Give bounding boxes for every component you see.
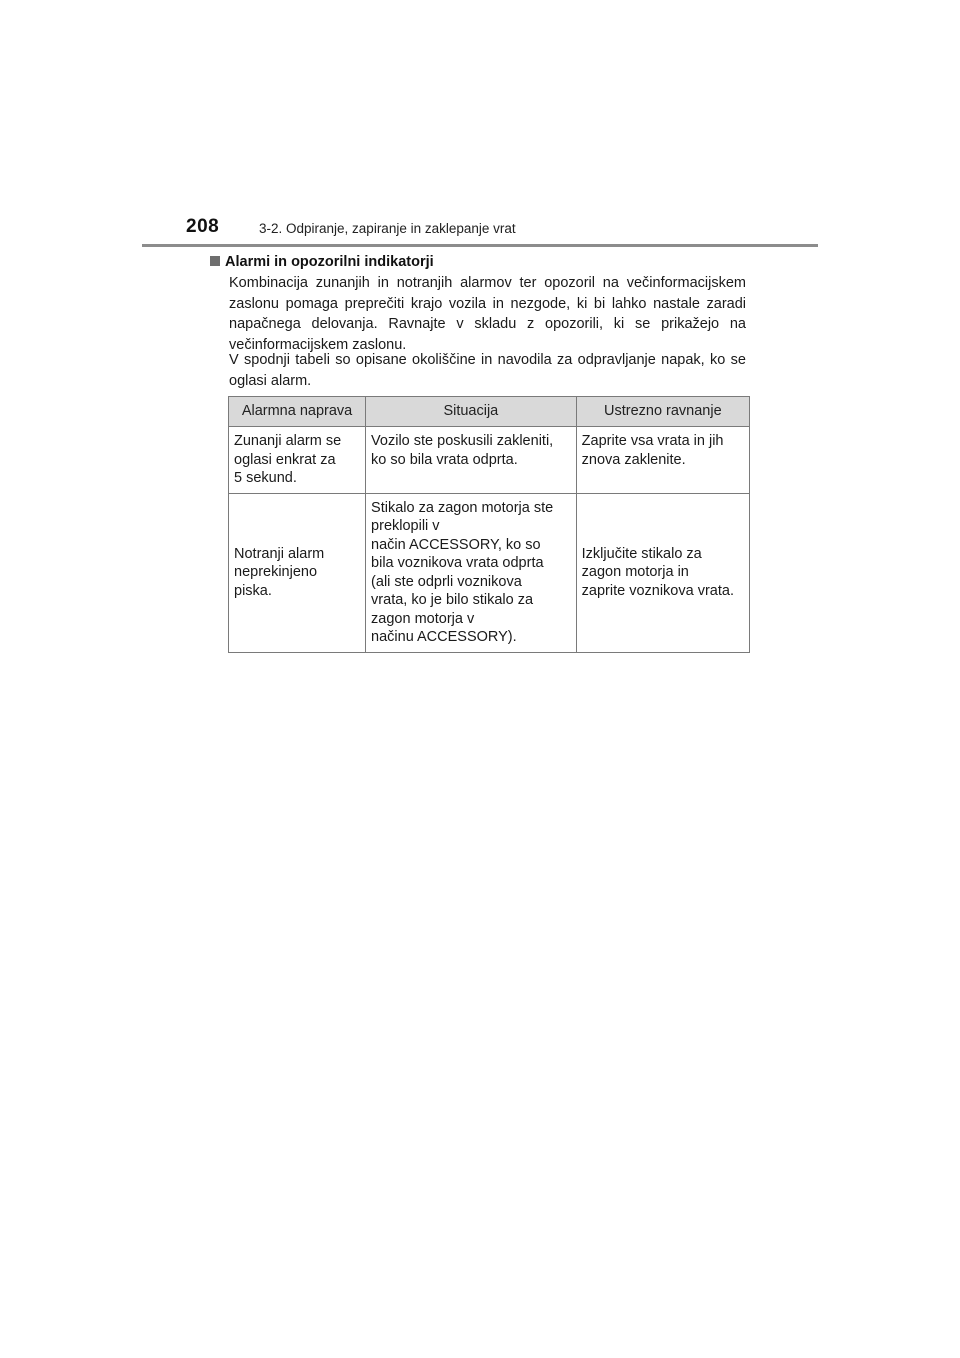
- table-row: [229, 493, 750, 652]
- page-header: [186, 216, 826, 242]
- section-title: 3-2. Odpiranje, zapiranje in zaklepanje vrat: [259, 221, 516, 236]
- table-intro-paragraph: V spodnji tabeli so opisane okoliščine in navodila za odpravljanje napak, ko se oglasi alarm.: [229, 352, 746, 389]
- cell-text: Zaprite vsa vrata in jih znova zaklenite.: [581, 433, 724, 468]
- table-cell: [366, 427, 577, 494]
- page-number: 208: [186, 216, 220, 237]
- table-header-row: [229, 397, 750, 427]
- column-header-action: Ustrezno ravnanje: [576, 397, 749, 427]
- table-cell: [366, 493, 577, 652]
- subheading: [210, 254, 434, 270]
- cell-text: Izključite stikalo za zagon motorja in zaprite voznikova vrata.: [581, 545, 734, 599]
- intro-paragraph: Kombinacija zunanjih in notranjih alarmov ter opozoril na večinformacijskem zaslonu pomaga preprečiti krajo vozila in nezgode, ki bi lahko nastale zaradi napačnega delovanja. Ravnajte v skladu z opozorili, ki se prikažejo na večinformacijskem zaslonu.: [229, 275, 746, 353]
- alarm-table: [228, 396, 750, 653]
- column-header-situation: Situacija: [366, 397, 577, 427]
- cell-text: Zunanji alarm se oglasi enkrat za 5 sekund.: [234, 433, 342, 486]
- cell-text: Notranji alarm neprekinjeno piska.: [234, 545, 325, 599]
- table-row: [229, 427, 750, 494]
- header-divider: [142, 244, 818, 247]
- square-bullet-icon: [210, 256, 220, 266]
- column-header-alarm-device: Alarmna naprava: [229, 397, 366, 427]
- table-cell: [229, 427, 366, 494]
- subheading-text: Alarmi in opozorilni indikatorji: [225, 254, 434, 270]
- cell-text: Stikalo za zagon motorja ste preklopili v način ACCESSORY, ko so bila voznikova vrata odprta (ali ste odprli voznikova vrata, ko je bilo stikalo za zagon motorja v načinu ACCESSORY).: [371, 499, 554, 645]
- table-cell: [576, 493, 749, 652]
- table-cell: [576, 427, 749, 494]
- cell-text: Vozilo ste poskusili zakleniti, ko so bila vrata odprta.: [371, 433, 554, 468]
- table-cell: [229, 493, 366, 652]
